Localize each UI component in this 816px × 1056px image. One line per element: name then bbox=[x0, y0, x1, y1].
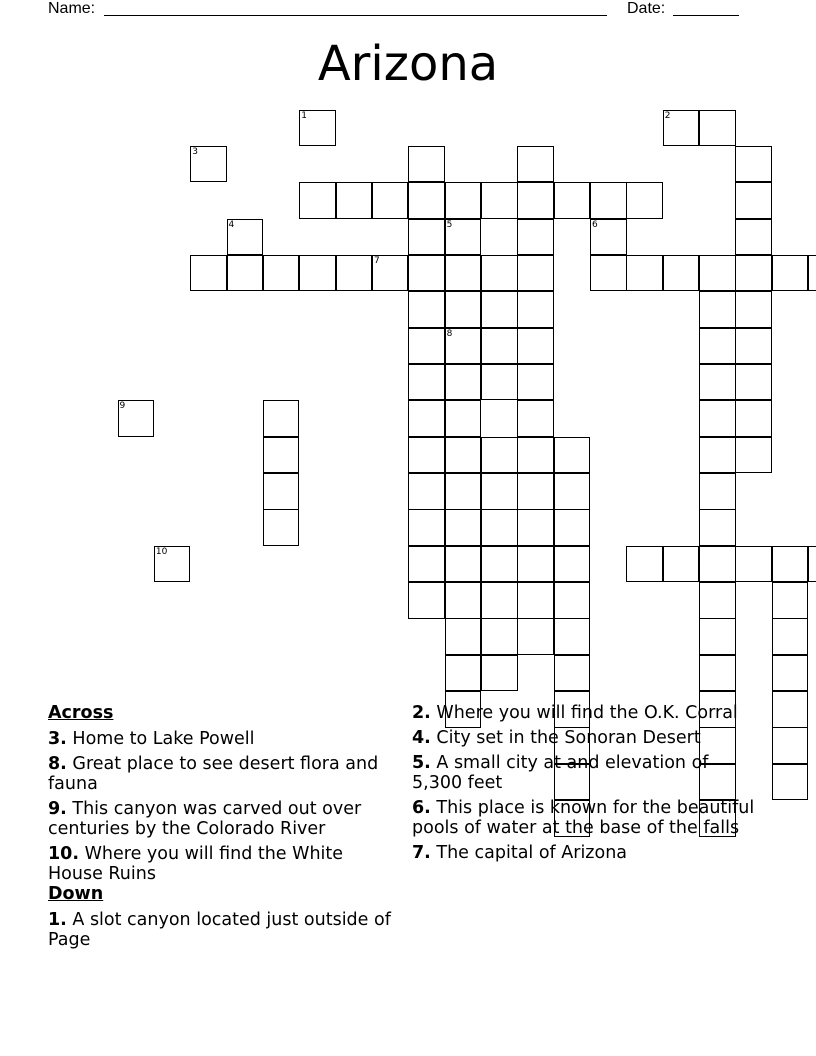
grid-cell[interactable] bbox=[263, 400, 300, 437]
grid-cell[interactable] bbox=[735, 328, 772, 365]
grid-cell[interactable] bbox=[445, 582, 482, 619]
grid-cell[interactable] bbox=[445, 328, 482, 365]
grid-cell[interactable] bbox=[699, 255, 736, 292]
grid-cell[interactable] bbox=[227, 255, 264, 292]
grid-cell[interactable] bbox=[481, 437, 518, 474]
page-title: Arizona bbox=[317, 36, 499, 92]
grid-cell[interactable] bbox=[481, 255, 518, 292]
grid-cell[interactable] bbox=[517, 546, 554, 583]
clue-across-9: 9. This canyon was carved out over centuries by the Colorado River bbox=[48, 799, 362, 839]
grid-cell[interactable] bbox=[735, 182, 772, 219]
grid-cell[interactable] bbox=[699, 546, 736, 583]
grid-cell[interactable] bbox=[517, 255, 554, 292]
grid-cell[interactable] bbox=[735, 255, 772, 292]
grid-cell[interactable] bbox=[408, 400, 445, 437]
name-field[interactable] bbox=[104, 0, 607, 16]
grid-cell[interactable] bbox=[735, 400, 772, 437]
clues-column-left bbox=[48, 703, 393, 955]
grid-cell[interactable] bbox=[626, 546, 663, 583]
down-heading: Down bbox=[48, 884, 104, 904]
grid-cell[interactable] bbox=[735, 546, 772, 583]
grid-cell[interactable] bbox=[517, 473, 554, 510]
grid-cell[interactable] bbox=[808, 546, 816, 583]
clue-number: 6 bbox=[592, 219, 598, 230]
grid-cell[interactable] bbox=[481, 328, 518, 365]
grid-cell[interactable] bbox=[772, 582, 809, 619]
grid-cell[interactable] bbox=[263, 255, 300, 292]
grid-cell[interactable] bbox=[554, 655, 591, 692]
grid-cell[interactable] bbox=[772, 546, 809, 583]
grid-cell[interactable] bbox=[517, 437, 554, 474]
grid-cell[interactable] bbox=[517, 509, 554, 546]
grid-cell[interactable] bbox=[445, 182, 482, 219]
grid-cell[interactable] bbox=[408, 182, 445, 219]
clue-number: 10 bbox=[155, 546, 168, 557]
grid-cell[interactable] bbox=[517, 400, 554, 437]
grid-cell[interactable] bbox=[408, 546, 445, 583]
clue-number: 8 bbox=[446, 328, 453, 339]
grid-cell[interactable] bbox=[554, 437, 591, 474]
grid-cell[interactable] bbox=[735, 219, 772, 256]
grid-cell[interactable] bbox=[663, 110, 700, 147]
grid-cell[interactable] bbox=[517, 182, 554, 219]
grid-cell[interactable] bbox=[481, 509, 518, 546]
grid-cell[interactable] bbox=[445, 219, 482, 256]
grid-cell[interactable] bbox=[517, 328, 554, 365]
grid-cell[interactable] bbox=[699, 437, 736, 474]
clue-number: 1 bbox=[301, 110, 307, 121]
grid-cell[interactable] bbox=[481, 473, 518, 510]
grid-cell[interactable] bbox=[517, 291, 554, 328]
grid-cell[interactable] bbox=[408, 473, 445, 510]
clue-down-6: 6. This place is known for the beautiful pools of water at the base of the falls bbox=[412, 798, 755, 838]
grid-cell[interactable] bbox=[626, 182, 663, 219]
grid-cell[interactable] bbox=[663, 546, 700, 583]
grid-cell[interactable] bbox=[699, 110, 736, 147]
grid-cell[interactable] bbox=[554, 509, 591, 546]
grid-cell[interactable] bbox=[554, 473, 591, 510]
grid-cell[interactable] bbox=[517, 364, 554, 401]
grid-cell[interactable] bbox=[481, 182, 518, 219]
grid-cell[interactable] bbox=[590, 255, 627, 292]
grid-cell[interactable] bbox=[517, 582, 554, 619]
grid-cell[interactable] bbox=[517, 146, 554, 183]
clue-number: 3 bbox=[192, 146, 198, 157]
grid-cell[interactable] bbox=[808, 255, 816, 292]
grid-cell[interactable] bbox=[699, 400, 736, 437]
grid-cell[interactable] bbox=[263, 437, 300, 474]
clue-number: 7 bbox=[373, 255, 380, 266]
grid-cell[interactable] bbox=[190, 146, 227, 183]
grid-cell[interactable] bbox=[372, 182, 409, 219]
grid-cell[interactable] bbox=[517, 219, 554, 256]
grid-cell[interactable] bbox=[481, 364, 518, 401]
grid-cell[interactable] bbox=[481, 291, 518, 328]
grid-cell[interactable] bbox=[699, 364, 736, 401]
grid-cell[interactable] bbox=[663, 255, 700, 292]
across-heading: Across bbox=[48, 703, 114, 723]
clue-number: 5 bbox=[446, 219, 453, 230]
clue-across-3: 3. Home to Lake Powell bbox=[48, 729, 255, 749]
clue-number: 2 bbox=[664, 110, 671, 121]
grid-cell[interactable] bbox=[590, 219, 627, 256]
clue-down-1: 1. A slot canyon located just outside of Page bbox=[48, 910, 391, 950]
grid-cell[interactable] bbox=[772, 618, 809, 655]
grid-cell[interactable] bbox=[481, 546, 518, 583]
clue-number: 4 bbox=[228, 219, 235, 230]
grid-cell[interactable] bbox=[699, 328, 736, 365]
grid-cell[interactable] bbox=[408, 291, 445, 328]
grid-cell[interactable] bbox=[263, 509, 300, 546]
clue-across-8: 8. Great place to see desert flora and fauna bbox=[48, 754, 379, 794]
grid-cell[interactable] bbox=[299, 255, 336, 292]
grid-cell[interactable] bbox=[772, 691, 809, 728]
grid-cell[interactable] bbox=[118, 400, 155, 437]
grid-cell[interactable] bbox=[735, 291, 772, 328]
clue-down-4: 4. City set in the Sonoran Desert bbox=[412, 728, 701, 748]
clue-number: 9 bbox=[119, 401, 126, 412]
grid-cell[interactable] bbox=[554, 582, 591, 619]
grid-cell[interactable] bbox=[481, 582, 518, 619]
grid-cell[interactable] bbox=[772, 727, 809, 764]
clue-down-7: 7. The capital of Arizona bbox=[412, 843, 628, 863]
grid-cell[interactable] bbox=[227, 219, 264, 256]
clues-column-right bbox=[412, 703, 762, 868]
grid-cell[interactable] bbox=[699, 291, 736, 328]
grid-cell[interactable] bbox=[445, 364, 482, 401]
grid-cell[interactable] bbox=[481, 655, 518, 692]
date-field[interactable] bbox=[673, 0, 739, 16]
grid-cell[interactable] bbox=[408, 146, 445, 183]
grid-cell[interactable] bbox=[554, 546, 591, 583]
grid-cell[interactable] bbox=[372, 255, 409, 292]
grid-cell[interactable] bbox=[554, 182, 591, 219]
grid-cell[interactable] bbox=[408, 219, 445, 256]
grid-cell[interactable] bbox=[735, 146, 772, 183]
grid-cell[interactable] bbox=[517, 618, 554, 655]
grid-cell[interactable] bbox=[408, 255, 445, 292]
grid-cell[interactable] bbox=[445, 509, 482, 546]
grid-cell[interactable] bbox=[699, 473, 736, 510]
grid-cell[interactable] bbox=[445, 618, 482, 655]
grid-cell[interactable] bbox=[190, 255, 227, 292]
grid-cell[interactable] bbox=[699, 582, 736, 619]
grid-cell[interactable] bbox=[336, 182, 373, 219]
clue-down-2: 2. Where you will find the O.K. Corral bbox=[412, 703, 738, 723]
grid-cell[interactable] bbox=[735, 364, 772, 401]
grid-cell[interactable] bbox=[626, 255, 663, 292]
grid-cell[interactable] bbox=[772, 655, 809, 692]
grid-cell[interactable] bbox=[408, 582, 445, 619]
date-label: Date: bbox=[627, 0, 666, 17]
grid-cell[interactable] bbox=[590, 182, 627, 219]
grid-cell[interactable] bbox=[445, 255, 482, 292]
name-label: Name: bbox=[48, 0, 96, 17]
grid-cell[interactable] bbox=[154, 546, 191, 583]
grid-cell[interactable] bbox=[299, 110, 336, 147]
clue-down-5: 5. A small city at and elevation of 5,300 feet bbox=[412, 753, 709, 793]
grid-cell[interactable] bbox=[554, 618, 591, 655]
grid-cell[interactable] bbox=[408, 328, 445, 365]
grid-cell[interactable] bbox=[699, 618, 736, 655]
grid-cell[interactable] bbox=[481, 618, 518, 655]
grid-cell[interactable] bbox=[699, 655, 736, 692]
grid-cell[interactable] bbox=[408, 364, 445, 401]
grid-cell[interactable] bbox=[445, 291, 482, 328]
grid-cell[interactable] bbox=[445, 546, 482, 583]
grid-cell[interactable] bbox=[772, 255, 809, 292]
grid-cell[interactable] bbox=[699, 509, 736, 546]
grid-cell[interactable] bbox=[336, 255, 373, 292]
grid-cell[interactable] bbox=[445, 437, 482, 474]
grid-cell[interactable] bbox=[445, 655, 482, 692]
grid-cell[interactable] bbox=[445, 473, 482, 510]
grid-cell[interactable] bbox=[735, 437, 772, 474]
grid-cell[interactable] bbox=[445, 400, 482, 437]
grid-cell[interactable] bbox=[772, 764, 809, 801]
grid-cell[interactable] bbox=[408, 437, 445, 474]
grid-cell[interactable] bbox=[299, 182, 336, 219]
grid-cell[interactable] bbox=[408, 509, 445, 546]
grid-cell[interactable] bbox=[263, 473, 300, 510]
clue-across-10: 10. Where you will find the White House Ruins bbox=[48, 844, 344, 884]
